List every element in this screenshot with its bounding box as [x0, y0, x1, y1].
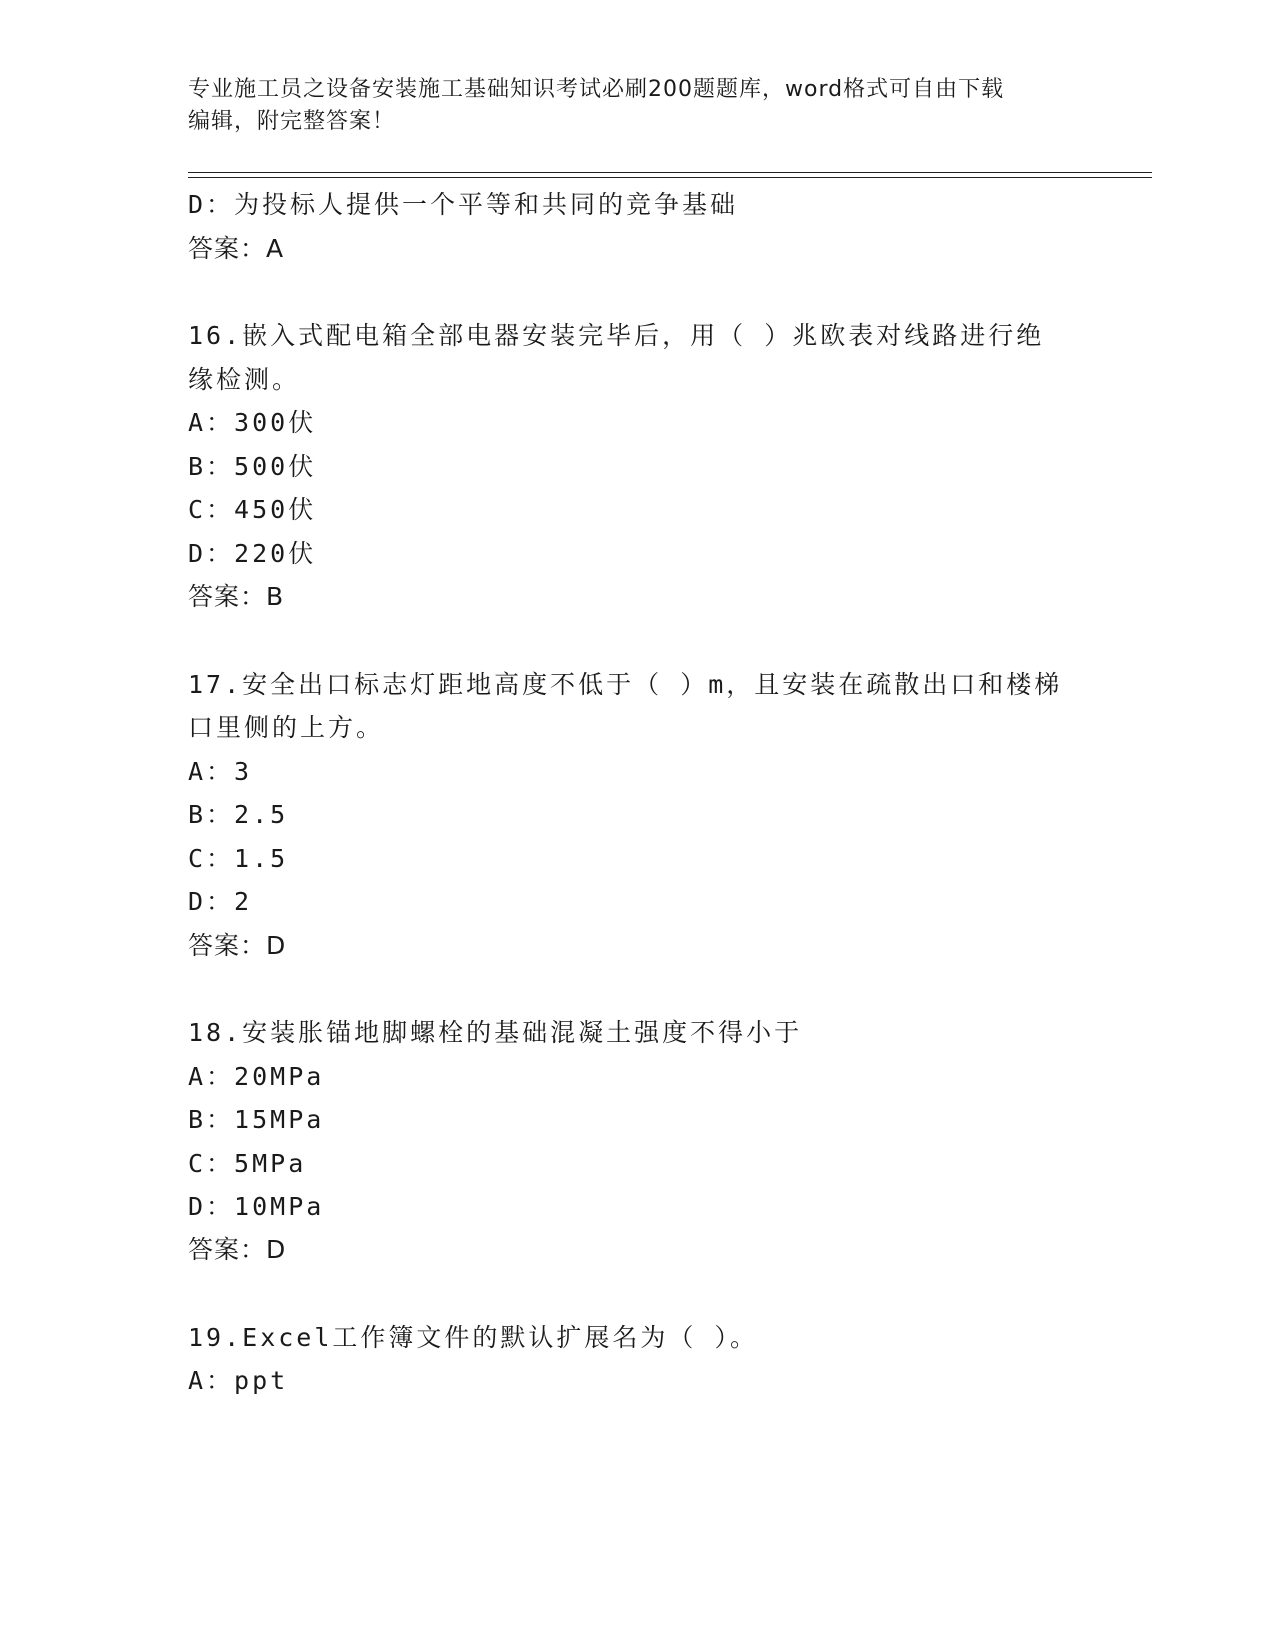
q18-stem-line1: 18.安装胀锚地脚螺栓的基础混凝土强度不得小于	[188, 1018, 803, 1047]
header-divider-top	[188, 172, 1152, 173]
q17-stem-line2: 口里侧的上方。	[188, 713, 385, 742]
q17-answer: 答案：D	[188, 931, 287, 960]
header-title-line1: 专业施工员之设备安装施工基础知识考试必刷200题题库，word格式可自由下载	[188, 77, 1005, 102]
q16-option-a: A：300伏	[188, 408, 317, 437]
q16-stem-line1: 16.嵌入式配电箱全部电器安装完毕后，用（ ）兆欧表对线路进行绝	[188, 321, 1045, 350]
q15-answer: 答案：A	[188, 234, 285, 263]
q15-option-d: D：为投标人提供一个平等和共同的竞争基础	[188, 190, 739, 219]
q17-option-b: B：2.5	[188, 800, 289, 829]
q18-answer: 答案：D	[188, 1235, 287, 1264]
q19-stem-line1: 19.Excel工作簿文件的默认扩展名为（ ）。	[188, 1323, 758, 1352]
q16-option-c: C：450伏	[188, 495, 317, 524]
q19-option-a: A：ppt	[188, 1366, 289, 1395]
q17-option-d: D：2	[188, 887, 253, 916]
q17-stem-line1: 17.安全出口标志灯距地高度不低于（ ）m，且安装在疏散出口和楼梯	[188, 670, 1063, 699]
document-header	[188, 74, 1088, 138]
q16-answer: 答案：B	[188, 582, 285, 611]
header-divider-bottom	[188, 177, 1152, 178]
q17-option-a: A：3	[188, 757, 253, 786]
q17-option-c: C：1.5	[188, 844, 289, 873]
q16-option-b: B：500伏	[188, 452, 317, 481]
q18-option-c: C：5MPa	[188, 1149, 307, 1178]
q18-option-b: B：15MPa	[188, 1105, 325, 1134]
q16-stem-line2: 缘检测。	[188, 365, 301, 394]
q18-option-a: A：20MPa	[188, 1062, 325, 1091]
q16-option-d: D：220伏	[188, 539, 317, 568]
q18-option-d: D：10MPa	[188, 1192, 325, 1221]
header-title-line2: 编辑，附完整答案！	[188, 109, 396, 134]
